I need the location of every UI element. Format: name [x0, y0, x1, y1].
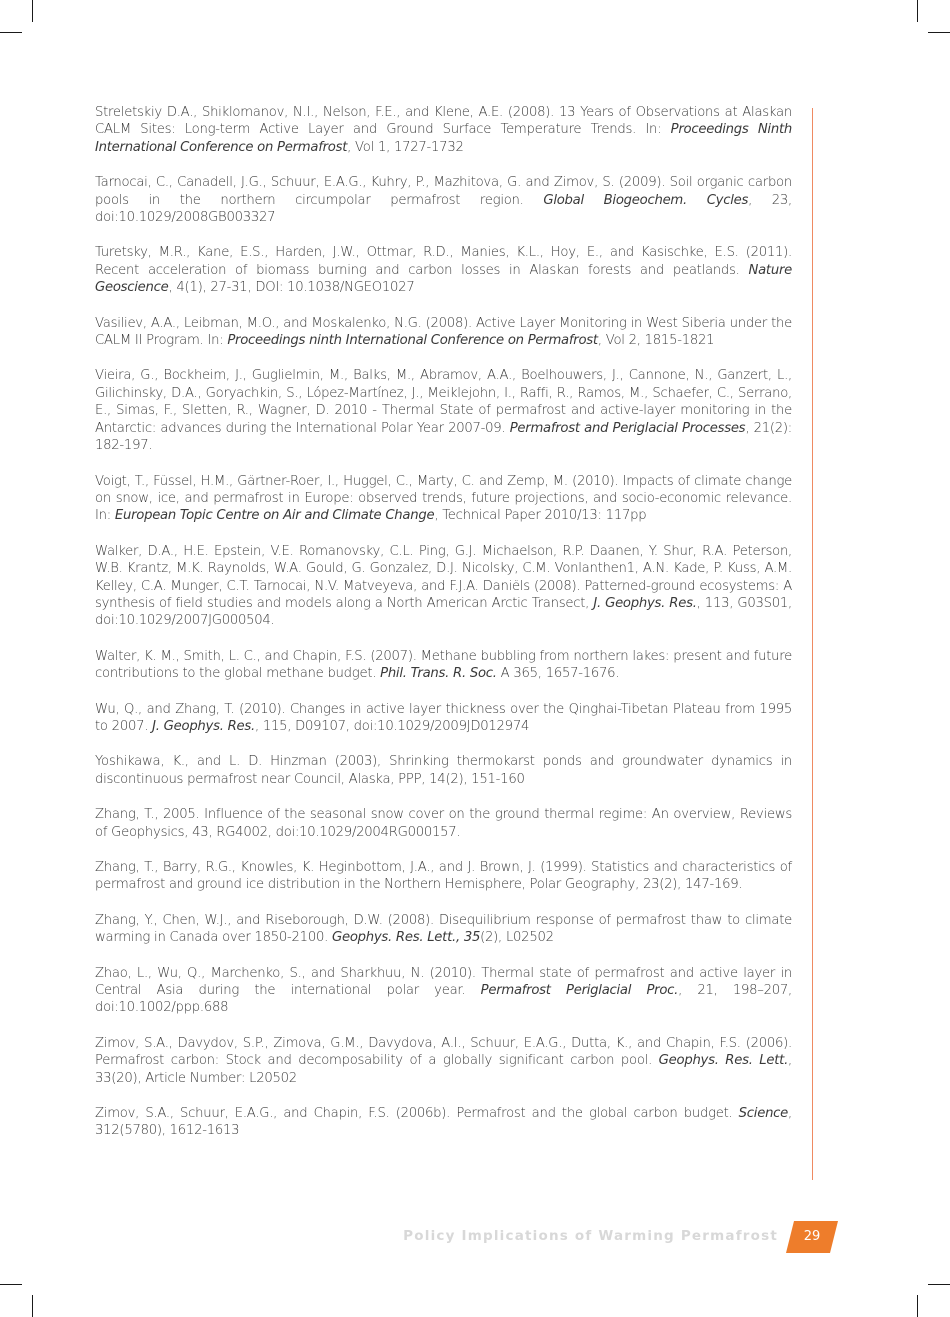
crop-mark [928, 1284, 950, 1285]
crop-mark [928, 32, 950, 33]
reference-entry: Streletskiy D.A., Shiklomanov, N.I., Nelson, F.E., and Klene, A.E. (2008). 13 Years of Observations at Alaskan CALM Sites: Long-term Active Layer and Ground Surface Temperature Trends. In: Proceedings Ninth International Conference on Permafrost, Vol 1, 1727-1732 [95, 105, 792, 155]
crop-mark [32, 1295, 33, 1317]
crop-mark [32, 0, 33, 22]
reference-entry: Zhang, T., Barry, R.G., Knowles, K. Heginbottom, J.A., and J. Brown, J. (1999). Statistics and characteristics of permafrost and ground ice distribution in the Northern Hemisphere, Polar Geography, 23(2), 147-169. [95, 860, 792, 893]
reference-entry: Vasiliev, A.A., Leibman, M.O., and Moskalenko, N.G. (2008). Active Layer Monitoring in West Siberia under the CALM II Program. In: Proceedings ninth International Conference on Permafrost, Vol 2, 1815-1821 [95, 315, 792, 349]
crop-mark [917, 0, 918, 22]
crop-mark [917, 1295, 918, 1317]
reference-entry: Turetsky, M.R., Kane, E.S., Harden, J.W., Ottmar, R.D., Manies, K.L., Hoy, E., and Kasischke, E.S. (2011). Recent acceleration of biomass burning and carbon losses in Alaskan forests and peatlands. Nature Geoscience, 4(1), 27-31, DOI: 10.1038/NGEO1027 [95, 245, 792, 296]
reference-entry: Wu, Q., and Zhang, T. (2010). Changes in active layer thickness over the Qinghai-Tibetan Plateau from 1995 to 2007. J. Geophys. Res., 115, D09107, doi:10.1029/2009JD012974 [95, 701, 792, 734]
reference-entry: Voigt, T., Füssel, H.M., Gärtner-Roer, I., Huggel, C., Marty, C. and Zemp, M. (2010). Impacts of climate change on snow, ice, and permafrost in Europe: observed trends, future projections, and socio-economic relevance. In: European Topic Centre on Air and Climate Change, Technical Paper 2010/13: 117pp [95, 473, 792, 524]
crop-mark [0, 1284, 22, 1285]
reference-list [95, 104, 792, 1158]
reference-entry: Vieira, G., Bockheim, J., Guglielmin, M., Balks, M., Abramov, A.A., Boelhouwers, J., Cannone, N., Ganzert, L., Gilichinsky, D.A., Goryachkin, S., López-Martínez, J., Meiklejohn, I., Raffi, R., Ramos, M., Schaefer, C., Serrano, E., Simas, F., Sletten, R., Wagner, D. 2010 - Thermal State of permafrost and active-layer monitoring in the Antarctic: advances during the International Polar Year 2007-09. Permafrost and Periglacial Processes, 21(2): 182-197. [95, 368, 792, 454]
reference-entry: Zimov, S.A., Schuur, E.A.G., and Chapin, F.S. (2006b). Permafrost and the global carbon budget. Science, 312(5780), 1612-1613 [95, 1106, 792, 1139]
reference-entry: Walter, K. M., Smith, L. C., and Chapin, F.S. (2007). Methane bubbling from northern lakes: present and future contributions to the global methane budget. Phil. Trans. R. Soc. A 365, 1657-1676. [95, 648, 792, 682]
reference-entry: Zhang, T., 2005. Influence of the seasonal snow cover on the ground thermal regime: An overview, Reviews of Geophysics, 43, RG4002, doi:10.1029/2004RG000157. [95, 807, 792, 840]
reference-entry: Yoshikawa, K., and L. D. Hinzman (2003), Shrinking thermokarst ponds and groundwater dynamics in discontinuous permafrost near Council, Alaska, PPP, 14(2), 151-160 [95, 754, 792, 787]
reference-entry: Tarnocai, C., Canadell, J.G., Schuur, E.A.G., Kuhry, P., Mazhitova, G. and Zimov, S. (2009). Soil organic carbon pools in the northern circumpolar permafrost region. Global Biogeochem. Cycles, 23, doi:10.1029/2008GB003327 [95, 175, 792, 226]
reference-entry: Zimov, S.A., Davydov, S.P., Zimova, G.M., Davydova, A.I., Schuur, E.A.G., Dutta, K., and Chapin, F.S. (2006). Permafrost carbon: Stock and decomposability of a globally significant carbon pool. Geophys. Res. Lett., 33(20), Article Number: L20502 [95, 1035, 792, 1086]
page-number: 29 [803, 1229, 821, 1244]
reference-entry: Zhao, L., Wu, Q., Marchenko, S., and Sharkhuu, N. (2010). Thermal state of permafrost and active layer in Central Asia during the international polar year. Permafrost Periglacial Proc., 21, 198–207, doi:10.1002/ppp.688 [95, 965, 792, 1016]
footer-title: Policy Implications of Warming Permafrost [403, 1228, 778, 1244]
reference-entry: Walker, D.A., H.E. Epstein, V.E. Romanovsky, C.L. Ping, G.J. Michaelson, R.P. Daanen, Y. Shur, R.A. Peterson, W.B. Krantz, M.K. Raynolds, W.A. Gould, G. Gonzalez, D.J. Nicolsky, C.M. Vonlanthen1, A.N. Kade, P. Kuss, A.M. Kelley, C.A. Munger, C.T. Tarnocai, N.V. Matveyeva, and F.J.A. Daniëls (2008). Patterned-ground ecosystems: A synthesis of field studies and models along a North American Arctic Transect, J. Geophys. Res., 113, G03S01, doi:10.1029/2007JG000504. [95, 543, 792, 629]
reference-entry: Zhang, Y., Chen, W.J., and Riseborough, D.W. (2008). Disequilibrium response of permafrost thaw to climate warming in Canada over 1850-2100. Geophys. Res. Lett., 35(2), L02502 [95, 912, 792, 946]
crop-mark [0, 32, 22, 33]
margin-rule [812, 108, 813, 1180]
